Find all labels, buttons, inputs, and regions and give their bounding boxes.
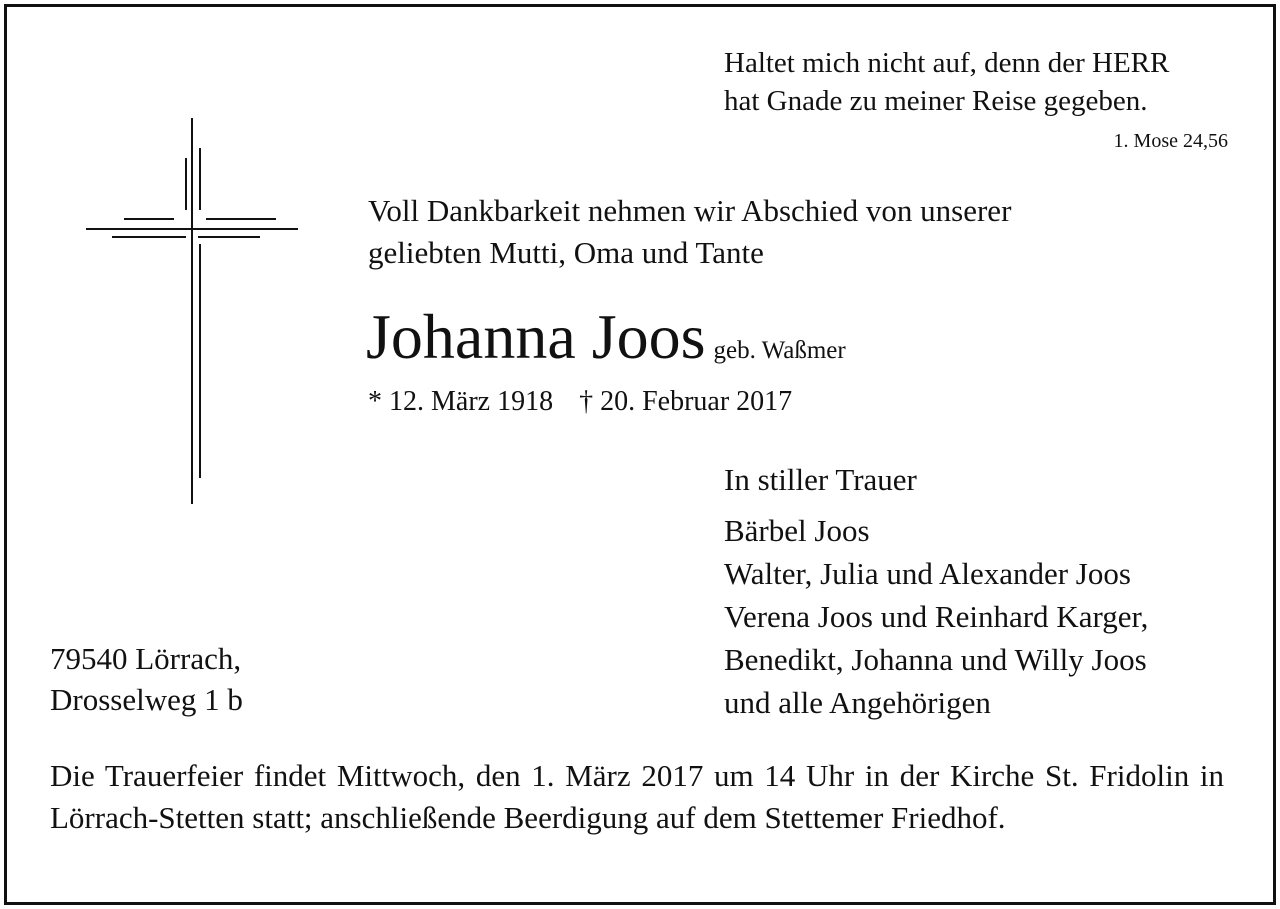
verse-reference: 1. Mose 24,56 (1113, 130, 1228, 152)
bible-verse (724, 44, 1169, 120)
life-dates (368, 386, 792, 418)
maiden-name: geb. Waßmer (713, 337, 846, 364)
deceased-name-line (366, 300, 846, 374)
funeral-service-text: Die Trauerfeier findet Mittwoch, den 1. März 2017 um 14 Uhr in der Kirche St. Fridolin in Lörrach-Stetten statt; anschließende Beerdigung auf dem Stettemer Friedhof. (50, 758, 1224, 835)
mourners-heading: In stiller Trauer (724, 462, 917, 497)
mourner-name: Benedikt, Johanna und Willy Joos (724, 642, 1147, 677)
address-block (50, 638, 243, 720)
address-line-1: 79540 Lörrach, (50, 641, 242, 676)
address-line-2: Drosselweg 1 b (50, 682, 243, 717)
mourner-name: Verena Joos und Reinhard Karger, (724, 599, 1149, 634)
verse-line-1: Haltet mich nicht auf, denn der HERR (724, 47, 1170, 79)
mourner-name: Walter, Julia und Alexander Joos (724, 556, 1131, 591)
birth-date: * 12. März 1918 (368, 386, 554, 417)
mourner-name: Bärbel Joos (724, 513, 870, 548)
intro-line-1: Voll Dankbarkeit nehmen wir Abschied von unserer (368, 193, 1012, 228)
deceased-name: Johanna Joos (366, 301, 706, 372)
mourner-name: und alle Angehörigen (724, 685, 991, 720)
intro-line-2: geliebten Mutti, Oma und Tante (368, 235, 764, 270)
death-date: † 20. Februar 2017 (579, 386, 793, 417)
intro-text (368, 190, 1011, 274)
verse-line-2: hat Gnade zu meiner Reise gegeben. (724, 85, 1148, 117)
cross-icon (86, 118, 300, 506)
mourners-block (724, 458, 1148, 724)
